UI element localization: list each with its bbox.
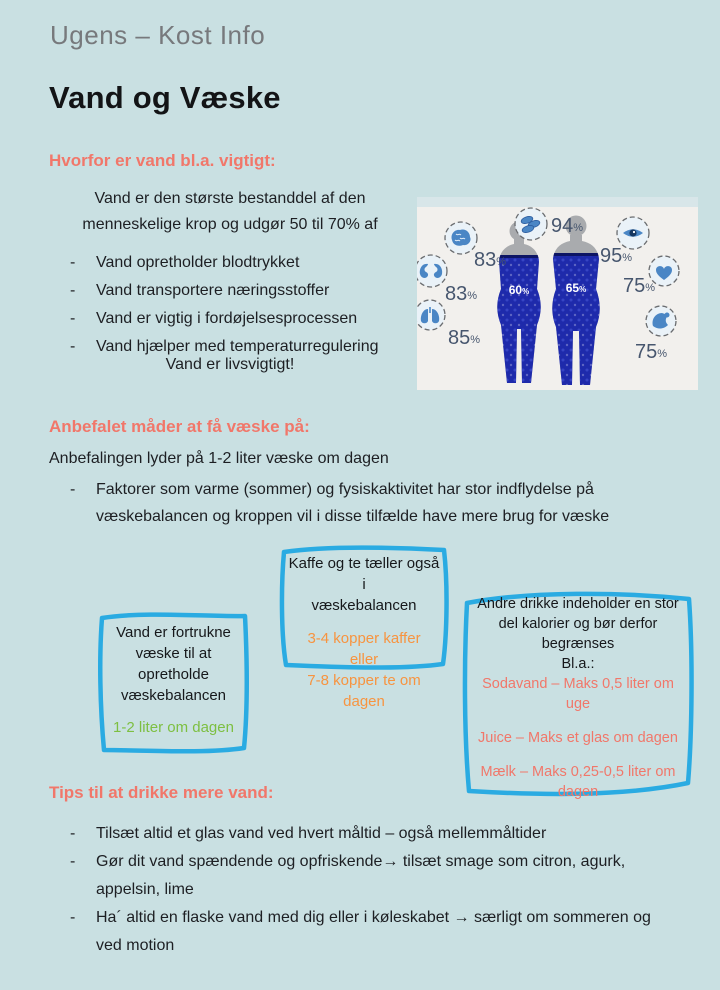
- blood-cells-icon: [515, 208, 547, 240]
- list-item: [70, 277, 430, 305]
- organ-percentage: 94%: [551, 215, 584, 237]
- organ-percentage: 83%: [445, 283, 478, 305]
- coffee-amount-highlight: eller: [349, 651, 379, 668]
- bullet-text: Vand hjælper med temperaturregulering: [96, 338, 379, 355]
- bullet-dash: -: [70, 282, 76, 299]
- list-item: [70, 904, 700, 960]
- list-item: [70, 848, 700, 904]
- brain-icon: [445, 222, 477, 254]
- bullet-dash: -: [70, 254, 76, 271]
- box-text-line: væskebalancen: [311, 597, 417, 614]
- list-item: [70, 249, 430, 277]
- recommendation-line: Anbefalingen lyder på 1-2 liter væske om dagen: [49, 450, 389, 467]
- box-text-line: væskebalancen: [120, 687, 227, 704]
- panel-top-band: [417, 197, 698, 207]
- box-text-line: Kaffe og te tæller også i: [288, 555, 440, 593]
- bullet-text: Vand er vigtig i fordøjelsesprocessen: [96, 310, 358, 327]
- female-water-percentage: 60%: [508, 283, 530, 297]
- box-text-line: Bl.a.:: [561, 656, 595, 672]
- page-kicker: Ugens – Kost Info: [50, 20, 266, 50]
- box-text-line: opretholde: [138, 666, 209, 683]
- bullet-dash: -: [70, 338, 76, 355]
- intro-line: menneskelige krop og udgør 50 til 70% af: [82, 216, 378, 233]
- section-heading-tips: Tips til at drikke mere vand:: [49, 783, 274, 802]
- body-water-infographic: [417, 197, 698, 390]
- bullet-text: Tilsæt altid et glas vand ved hvert måltid – også mellemmåltider: [96, 825, 547, 842]
- body-water-figure-svg: [417, 197, 698, 390]
- organ-percentage: 75%: [623, 275, 656, 297]
- recommend-bullet-list: [70, 476, 690, 530]
- list-item: [70, 820, 700, 848]
- water-vital-text: Vand er livsvigtigt!: [165, 356, 295, 373]
- bullet-dash: -: [70, 825, 76, 842]
- bullet-dash: -: [70, 310, 76, 327]
- intro-paragraph: [58, 186, 402, 238]
- intro-line: Vand er den største bestanddel af den: [94, 190, 366, 207]
- box-text-line: Andre drikke indeholder en stor: [477, 596, 679, 612]
- hydration-box-water: [95, 607, 252, 757]
- bullet-dash: -: [70, 909, 76, 926]
- bullet-text: Gør dit vand spændende og opfriskende→ tilsæt smage som citron, agurk, appelsin, lime: [96, 853, 626, 898]
- male-water-percentage: 65%: [565, 281, 587, 295]
- bullet-text: Faktorer som varme (sommer) og fysiskaktivitet har stor indflydelse på væskebalancen og kroppen vil i disse tilfælde have mere brug for væske: [96, 481, 610, 525]
- box-text-line: Vand er fortrukne: [116, 624, 231, 641]
- organ-percentage: 75%: [635, 341, 668, 363]
- bullet-text: Vand opretholder blodtrykket: [96, 254, 300, 271]
- why-bullet-list: [70, 249, 430, 361]
- hydration-box-other-drinks: [461, 585, 695, 801]
- list-item: [70, 305, 430, 333]
- juice-limit-item: Juice – Maks et glas om dagen: [478, 730, 678, 746]
- page-title: Vand og Væske: [49, 80, 281, 115]
- bullet-text: Vand transportere næringsstoffer: [96, 282, 330, 299]
- bullet-dash: -: [70, 481, 76, 498]
- hydration-box-coffee-tea: [276, 540, 452, 710]
- box-text-line: begrænses: [541, 636, 615, 652]
- list-item: [70, 476, 690, 530]
- section-heading-recommend: Anbefalet måder at få væske på:: [49, 417, 310, 436]
- box-text-line: væske til at: [135, 645, 212, 662]
- soda-limit-item: Sodavand – Maks 0,5 liter om uge: [482, 676, 674, 712]
- organ-percentage: 85%: [448, 327, 481, 349]
- organ-percentage: 95%: [600, 245, 633, 267]
- box-text-line: del kalorier og bør derfor: [498, 616, 658, 632]
- organ-percentage: 83%: [474, 249, 507, 271]
- bullet-text: Ha´ altid en flaske vand med dig eller i køleskabet → særligt om sommeren og ved motion: [96, 909, 651, 954]
- coffee-amount-highlight: 3-4 kopper kaffer: [307, 630, 421, 647]
- section-heading-why: Hvorfor er vand bl.a. vigtigt:: [49, 151, 276, 170]
- water-amount-highlight: 1-2 liter om dagen: [113, 719, 234, 736]
- milk-limit-item: Mælk – Maks 0,25-0,5 liter om dagen: [480, 764, 676, 800]
- tips-bullet-list: [70, 820, 700, 960]
- muscle-icon: [646, 306, 676, 336]
- bullet-dash: -: [70, 853, 76, 870]
- coffee-amount-highlight: 7-8 kopper te om dagen: [307, 672, 421, 710]
- lungs-icon: [417, 300, 445, 330]
